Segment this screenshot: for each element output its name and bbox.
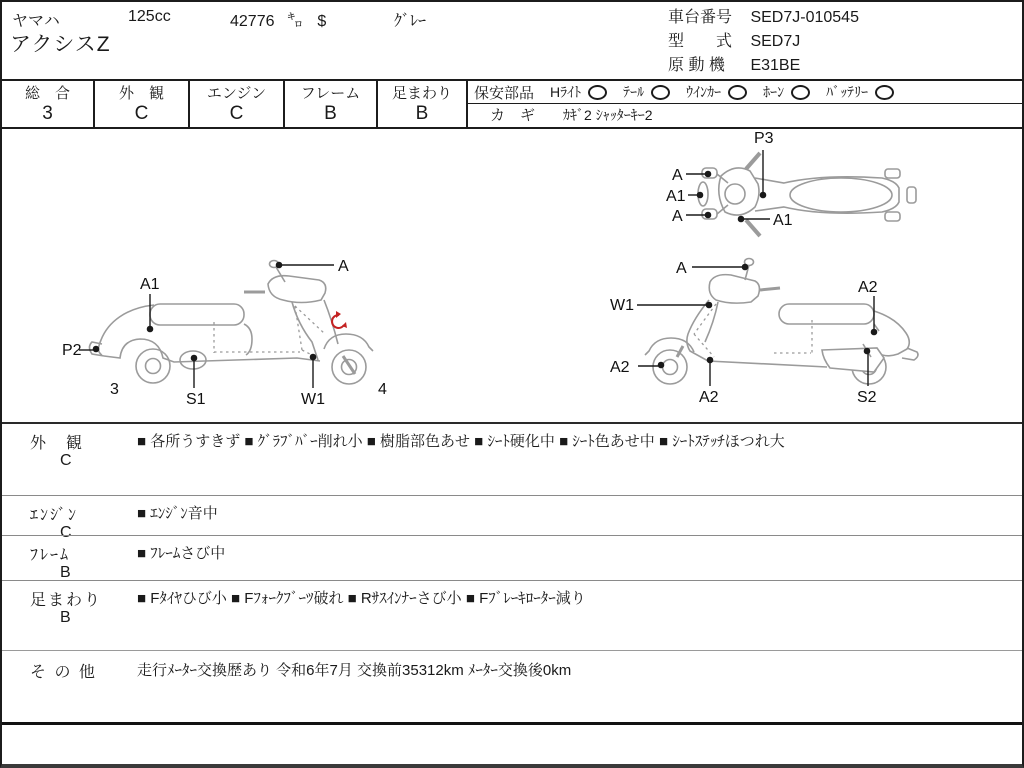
chassis-number: SED7J-010545 <box>750 9 859 26</box>
safety-item-horn <box>763 82 810 102</box>
safety-parts-label: 保安部品 <box>474 84 535 102</box>
scooter-left-side-outline <box>90 261 374 385</box>
diagram-label: W1 <box>610 297 634 314</box>
section-label: そ の 他 <box>30 664 97 681</box>
section-exterior <box>2 422 1022 495</box>
section-text: 走行ﾒｰﾀｰ交換歴あり 令和6年7月 交換前35312km ﾒｰﾀｰ交換後0km <box>137 662 572 679</box>
engine-code: E31BE <box>750 57 801 74</box>
diagram-label: A2 <box>858 279 878 296</box>
diagram-label: A1 <box>666 188 686 205</box>
grade-cell-exterior <box>95 81 190 127</box>
safety-item-winker <box>686 82 747 102</box>
vehicle-id-block <box>668 6 859 78</box>
scooter-top-view-diagram <box>642 128 932 238</box>
grade-label: フレーム <box>300 85 361 102</box>
grade-cell-total <box>2 81 95 127</box>
section-label: 足まわり <box>30 592 103 609</box>
diagram-label: A <box>672 208 683 225</box>
diagram-label: A <box>676 260 687 277</box>
model-name: アクシスZ <box>10 33 111 56</box>
chassis-row <box>668 6 859 30</box>
grade-label: 外 観 <box>118 85 164 102</box>
ok-circle-icon <box>728 85 747 100</box>
grade-cell-undercarriage <box>378 81 468 127</box>
body-color: ｸﾞﾚｰ <box>394 13 427 30</box>
safety-item-name: ﾊﾞｯﾃﾘｰ <box>826 84 869 100</box>
ok-circle-icon <box>791 85 810 100</box>
ok-circle-icon <box>651 85 670 100</box>
safety-item-name: Hﾗｲﾄ <box>550 84 582 100</box>
section-grade: B <box>60 564 71 581</box>
model-code-row <box>668 30 859 54</box>
ok-circle-icon <box>588 85 607 100</box>
ok-circle-icon <box>875 85 894 100</box>
engine-code-row <box>668 54 859 78</box>
diagram-label: P3 <box>754 130 774 147</box>
grade-label: 総 合 <box>24 85 70 102</box>
model-code: SED7J <box>750 33 801 50</box>
section-label: ｴﾝｼﾞﾝ <box>30 507 79 524</box>
section-text: ■ ｴﾝｼﾞﾝ音中 <box>137 505 218 522</box>
safety-item-name: ﾎｰﾝ <box>763 84 785 100</box>
diagram-label: 4 <box>378 381 387 398</box>
diagram-label: S1 <box>186 391 206 408</box>
grade-label: エンジン <box>206 85 267 102</box>
grade-value: C <box>229 103 244 124</box>
mileage-value: 42776 <box>230 13 275 30</box>
chassis-label: 車台番号 <box>668 9 733 26</box>
diagram-label: A2 <box>699 389 719 406</box>
safety-item-headlight <box>550 82 607 102</box>
key-label: カ ギ <box>490 107 536 124</box>
scooter-right-side-diagram <box>597 254 942 412</box>
red-repair-mark <box>332 311 347 328</box>
scooter-top-view-outline <box>698 153 916 236</box>
section-grade: C <box>60 452 72 469</box>
mileage-group <box>230 8 326 31</box>
model-code-label: 型 式 <box>668 33 733 50</box>
grade-value: C <box>134 103 149 124</box>
safety-item-name: ﾃｰﾙ <box>623 84 645 100</box>
displacement: 125cc <box>128 8 171 25</box>
grade-table <box>2 79 1022 129</box>
safety-item-name: ｳｲﾝｶｰ <box>686 84 722 100</box>
grade-cell-engine <box>190 81 285 127</box>
section-frame <box>2 535 1022 580</box>
maker-name: ヤマハ <box>12 13 60 30</box>
diagram-label: A <box>672 167 683 184</box>
grade-cell-frame <box>285 81 378 127</box>
key-value: ｶｷﾞ2 ｼｬｯﾀｰｷｰ2 <box>563 106 653 123</box>
section-text: ■ ﾌﾚｰﾑさび中 <box>137 545 226 562</box>
safety-parts-cell <box>468 81 1022 127</box>
diagram-label: A1 <box>773 212 793 229</box>
diagram-label: A2 <box>610 359 630 376</box>
diagram-label: S2 <box>857 389 877 406</box>
section-text: ■ Fﾀｲﾔひび小 ■ Fﾌｫｰｸﾌﾞｰﾂ破れ ■ Rｻｽｲﾝﾅｰさび小 ■ Fﾌﾞﾚｰｷﾛｰﾀｰ減り <box>137 590 586 607</box>
section-grade: B <box>60 609 71 626</box>
mileage-unit: ㌔ <box>286 13 303 30</box>
grade-value: 3 <box>42 103 53 124</box>
safety-parts-row <box>468 81 1022 104</box>
section-label: 外 観 <box>30 435 85 452</box>
engine-code-label: 原 動 機 <box>668 57 725 74</box>
grade-label: 足まわり <box>391 85 452 102</box>
section-label: ﾌﾚｰﾑ <box>30 547 71 564</box>
section-undercarriage <box>2 580 1022 650</box>
scooter-right-side-outline <box>645 259 918 385</box>
safety-item-taillight <box>623 82 670 102</box>
section-text: ■ 各所うすきず ■ ｸﾞﾗﾌﾞﾊﾞｰ削れ小 ■ 樹脂部色あせ ■ ｼｰﾄ硬化中 ■ ｼｰﾄ色あせ中 ■ ｼｰﾄｽﾃｯﾁほつれ大 <box>137 433 785 450</box>
safety-item-battery <box>826 82 894 102</box>
grade-value: B <box>324 103 337 124</box>
diagram-label: P2 <box>62 342 82 359</box>
diagram-label: A <box>338 258 349 275</box>
diagram-label: W1 <box>301 391 325 408</box>
diagram-label: A1 <box>140 276 160 293</box>
grade-value: B <box>415 103 429 124</box>
section-grade: C <box>60 524 72 541</box>
section-other <box>2 650 1022 722</box>
diagram-label: 3 <box>110 381 119 398</box>
key-row <box>468 104 1022 125</box>
scooter-left-side-diagram <box>62 254 412 412</box>
section-engine <box>2 495 1022 541</box>
empty-footer-row <box>2 722 1022 764</box>
mileage-flag: $ <box>317 13 327 30</box>
